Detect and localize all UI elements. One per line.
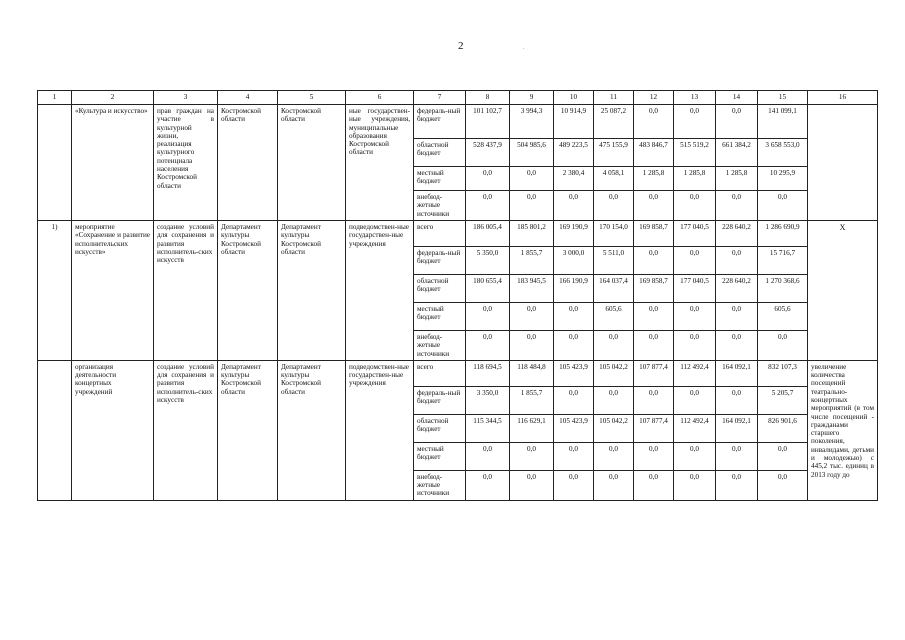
amount-cell: 0,0 bbox=[510, 442, 554, 470]
amount-cell: 0,0 bbox=[466, 331, 510, 361]
funding-source: внебюд-жетные источники bbox=[414, 331, 466, 361]
amount-cell: 10 295,9 bbox=[758, 167, 808, 191]
amount-cell: 0,0 bbox=[634, 386, 674, 414]
recipient: подведомствен-ные государствен-ные учреждения bbox=[346, 221, 414, 361]
amount-cell: 118 484,8 bbox=[510, 360, 554, 386]
measure-goal: создание условий для сохранения и развития исполнитель-ских искусств bbox=[154, 221, 218, 361]
amount-cell: 177 040,5 bbox=[674, 221, 716, 247]
executor: Костромской области bbox=[218, 105, 278, 221]
expected-result bbox=[808, 105, 878, 221]
amount-cell: 0,0 bbox=[554, 303, 594, 331]
amount-cell: 0,0 bbox=[554, 191, 594, 221]
amount-cell: 0,0 bbox=[716, 386, 758, 414]
amount-cell: 1 286 690,9 bbox=[758, 221, 808, 247]
funding-source: внебюд-жетные источники bbox=[414, 191, 466, 221]
amount-cell: 185 801,2 bbox=[510, 221, 554, 247]
amount-cell: 0,0 bbox=[674, 386, 716, 414]
funding-source: местный бюджет bbox=[414, 167, 466, 191]
column-number: 7 bbox=[414, 91, 466, 105]
amount-cell: 0,0 bbox=[510, 331, 554, 361]
amount-cell: 25 087,2 bbox=[594, 105, 634, 139]
amount-cell: 0,0 bbox=[634, 191, 674, 221]
column-number: 13 bbox=[674, 91, 716, 105]
funding-source: всего bbox=[414, 360, 466, 386]
funding-source: всего bbox=[414, 221, 466, 247]
amount-cell: 0,0 bbox=[594, 442, 634, 470]
amount-cell: 116 629,1 bbox=[510, 414, 554, 442]
amount-cell: 105 042,2 bbox=[594, 360, 634, 386]
co-executor: Департамент культуры Костромской области bbox=[278, 360, 346, 500]
amount-cell: 0,0 bbox=[758, 470, 808, 500]
amount-cell: 475 155,9 bbox=[594, 139, 634, 167]
column-number: 4 bbox=[218, 91, 278, 105]
amount-cell: 180 655,4 bbox=[466, 275, 510, 303]
section-number: 1) bbox=[38, 221, 72, 361]
measure-name: мероприятие «Сохранение и развитие исполнительских искусств» bbox=[72, 221, 154, 361]
table-row bbox=[38, 360, 878, 386]
amount-cell: 0,0 bbox=[758, 331, 808, 361]
amount-cell: 0,0 bbox=[634, 470, 674, 500]
amount-cell: 169 858,7 bbox=[634, 275, 674, 303]
column-number: 16 bbox=[808, 91, 878, 105]
amount-cell: 0,0 bbox=[594, 191, 634, 221]
amount-cell: 0,0 bbox=[554, 331, 594, 361]
amount-cell: 0,0 bbox=[674, 442, 716, 470]
column-number: 8 bbox=[466, 91, 510, 105]
expected-result: Х bbox=[808, 221, 878, 361]
column-number: 9 bbox=[510, 91, 554, 105]
amount-cell: 5 205,7 bbox=[758, 386, 808, 414]
funding-source: федераль-ный бюджет bbox=[414, 247, 466, 275]
amount-cell: 0,0 bbox=[716, 303, 758, 331]
amount-cell: 0,0 bbox=[634, 247, 674, 275]
amount-cell: 169 858,7 bbox=[634, 221, 674, 247]
column-number-row bbox=[38, 91, 878, 105]
amount-cell: 1 270 368,6 bbox=[758, 275, 808, 303]
amount-cell: 0,0 bbox=[716, 442, 758, 470]
amount-cell: 0,0 bbox=[594, 331, 634, 361]
amount-cell: 3 000,0 bbox=[554, 247, 594, 275]
amount-cell: 0,0 bbox=[716, 105, 758, 139]
amount-cell: 0,0 bbox=[510, 303, 554, 331]
amount-cell: 3 350,0 bbox=[466, 386, 510, 414]
amount-cell: 1 855,7 bbox=[510, 247, 554, 275]
amount-cell: 483 846,7 bbox=[634, 139, 674, 167]
amount-cell: 0,0 bbox=[716, 191, 758, 221]
amount-cell: 5 350,0 bbox=[466, 247, 510, 275]
funding-source: федераль-ный бюджет bbox=[414, 105, 466, 139]
amount-cell: 141 099,1 bbox=[758, 105, 808, 139]
amount-cell: 1 855,7 bbox=[510, 386, 554, 414]
column-number: 2 bbox=[72, 91, 154, 105]
measure-goal: создание условий для сохранения и развития исполнитель-ских искусств bbox=[154, 360, 218, 500]
amount-cell: 118 694,5 bbox=[466, 360, 510, 386]
amount-cell: 164 037,4 bbox=[594, 275, 634, 303]
recipient: ные государствен-ные учреждения, муниципальные образования Костромской области bbox=[346, 105, 414, 221]
amount-cell: 0,0 bbox=[466, 470, 510, 500]
measure-name: организация деятельности концертных учреждений bbox=[72, 360, 154, 500]
page-number: 2 bbox=[458, 40, 464, 52]
executor: Департамент культуры Костромской области bbox=[218, 360, 278, 500]
amount-cell: 177 040,5 bbox=[674, 275, 716, 303]
amount-cell: 0,0 bbox=[674, 331, 716, 361]
amount-cell: 0,0 bbox=[554, 386, 594, 414]
amount-cell: 0,0 bbox=[674, 303, 716, 331]
amount-cell: 0,0 bbox=[510, 470, 554, 500]
measure-goal: прав граждан на участие в культурной жизни, реализация культурного потенциала населения Костромской области bbox=[154, 105, 218, 221]
amount-cell: 164 092,1 bbox=[716, 360, 758, 386]
funding-source: внебюд-жетные источники bbox=[414, 470, 466, 500]
amount-cell: 0,0 bbox=[634, 105, 674, 139]
amount-cell: 1 285,8 bbox=[716, 167, 758, 191]
amount-cell: 0,0 bbox=[554, 442, 594, 470]
amount-cell: 112 492,4 bbox=[674, 360, 716, 386]
amount-cell: 1 285,8 bbox=[674, 167, 716, 191]
amount-cell: 107 877,4 bbox=[634, 360, 674, 386]
amount-cell: 515 519,2 bbox=[674, 139, 716, 167]
amount-cell: 489 223,5 bbox=[554, 139, 594, 167]
co-executor: Костромской области bbox=[278, 105, 346, 221]
amount-cell: 0,0 bbox=[466, 303, 510, 331]
amount-cell: 0,0 bbox=[510, 167, 554, 191]
amount-cell: 15 716,7 bbox=[758, 247, 808, 275]
program-table bbox=[37, 90, 878, 501]
amount-cell: 164 092,1 bbox=[716, 414, 758, 442]
section-number bbox=[38, 360, 72, 500]
amount-cell: 115 344,5 bbox=[466, 414, 510, 442]
amount-cell: 186 005,4 bbox=[466, 221, 510, 247]
amount-cell: 105 423,9 bbox=[554, 414, 594, 442]
amount-cell: 170 154,0 bbox=[594, 221, 634, 247]
column-number: 11 bbox=[594, 91, 634, 105]
amount-cell: 105 423,9 bbox=[554, 360, 594, 386]
expected-result: увеличение количества посещений театрально-концертных мероприятий (в том числе посещений - гражданами старшего поколения, инвалидами, детьми и молодежью) с 445,2 тыс. единиц в 2013 году до bbox=[808, 360, 878, 500]
amount-cell: 0,0 bbox=[716, 331, 758, 361]
amount-cell: 0,0 bbox=[674, 470, 716, 500]
column-number: 10 bbox=[554, 91, 594, 105]
section-number bbox=[38, 105, 72, 221]
amount-cell: 0,0 bbox=[466, 167, 510, 191]
amount-cell: 605,6 bbox=[594, 303, 634, 331]
amount-cell: 107 877,4 bbox=[634, 414, 674, 442]
funding-source: местный бюджет bbox=[414, 303, 466, 331]
funding-source: областной бюджет bbox=[414, 139, 466, 167]
amount-cell: 0,0 bbox=[554, 470, 594, 500]
amount-cell: 0,0 bbox=[466, 191, 510, 221]
co-executor: Департамент культуры Костромской области bbox=[278, 221, 346, 361]
amount-cell: 3 994,3 bbox=[510, 105, 554, 139]
amount-cell: 0,0 bbox=[758, 442, 808, 470]
amount-cell: 166 190,9 bbox=[554, 275, 594, 303]
column-number: 14 bbox=[716, 91, 758, 105]
amount-cell: 169 190,9 bbox=[554, 221, 594, 247]
amount-cell: 101 102,7 bbox=[466, 105, 510, 139]
amount-cell: 0,0 bbox=[510, 191, 554, 221]
amount-cell: 0,0 bbox=[716, 247, 758, 275]
column-number: 1 bbox=[38, 91, 72, 105]
funding-source: местный бюджет bbox=[414, 442, 466, 470]
amount-cell: 832 107,3 bbox=[758, 360, 808, 386]
amount-cell: 4 058,1 bbox=[594, 167, 634, 191]
amount-cell: 183 945,5 bbox=[510, 275, 554, 303]
column-number: 15 bbox=[758, 91, 808, 105]
amount-cell: 0,0 bbox=[466, 442, 510, 470]
amount-cell: 105 042,2 bbox=[594, 414, 634, 442]
amount-cell: 0,0 bbox=[674, 191, 716, 221]
amount-cell: 0,0 bbox=[634, 331, 674, 361]
table-row bbox=[38, 221, 878, 247]
amount-cell: 1 285,8 bbox=[634, 167, 674, 191]
column-number: 3 bbox=[154, 91, 218, 105]
amount-cell: 661 384,2 bbox=[716, 139, 758, 167]
executor: Департамент культуры Костромской области bbox=[218, 221, 278, 361]
funding-source: федераль-ный бюджет bbox=[414, 386, 466, 414]
amount-cell: 605,6 bbox=[758, 303, 808, 331]
column-number: 6 bbox=[346, 91, 414, 105]
amount-cell: 0,0 bbox=[634, 442, 674, 470]
amount-cell: 0,0 bbox=[634, 303, 674, 331]
amount-cell: 228 640,2 bbox=[716, 275, 758, 303]
measure-name: «Культура и искусство» bbox=[72, 105, 154, 221]
amount-cell: 0,0 bbox=[594, 386, 634, 414]
amount-cell: 0,0 bbox=[758, 191, 808, 221]
table-row bbox=[38, 105, 878, 139]
amount-cell: 228 640,2 bbox=[716, 221, 758, 247]
amount-cell: 0,0 bbox=[594, 470, 634, 500]
amount-cell: 0,0 bbox=[674, 105, 716, 139]
amount-cell: 0,0 bbox=[716, 470, 758, 500]
amount-cell: 528 437,9 bbox=[466, 139, 510, 167]
amount-cell: 5 511,0 bbox=[594, 247, 634, 275]
amount-cell: 112 492,4 bbox=[674, 414, 716, 442]
funding-source: областной бюджет bbox=[414, 414, 466, 442]
amount-cell: 10 914,9 bbox=[554, 105, 594, 139]
amount-cell: 504 985,6 bbox=[510, 139, 554, 167]
funding-source: областной бюджет bbox=[414, 275, 466, 303]
column-number: 12 bbox=[634, 91, 674, 105]
amount-cell: 0,0 bbox=[674, 247, 716, 275]
scan-speck: . bbox=[523, 45, 525, 51]
amount-cell: 2 380,4 bbox=[554, 167, 594, 191]
recipient: подведомствен-ные государствен-ные учреждения bbox=[346, 360, 414, 500]
amount-cell: 826 901,6 bbox=[758, 414, 808, 442]
column-number: 5 bbox=[278, 91, 346, 105]
amount-cell: 3 658 553,0 bbox=[758, 139, 808, 167]
